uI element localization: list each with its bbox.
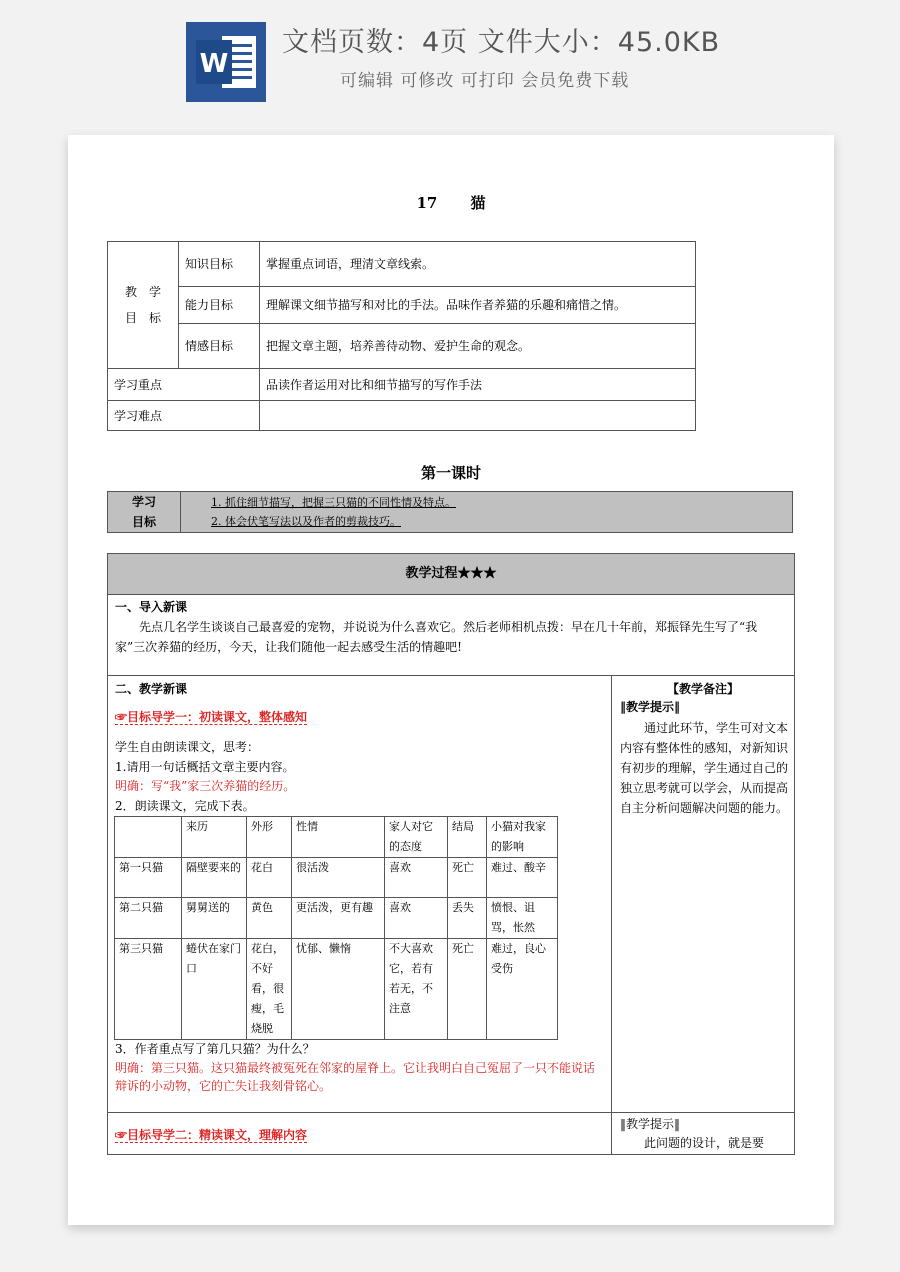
- goal-guide-1: ☞目标导学一：初读课文，整体感知: [115, 710, 308, 724]
- key-point-label: 学习重点: [108, 369, 260, 401]
- objectives-table: [107, 241, 696, 431]
- intro-text: 先点几名学生谈谈自己最喜爱的宠物，并说说为什么喜欢它。然后老师相机点拨：早在几十年前，郑振铎先生写了“我家”三次养猫的经历，今天，让我们随他一起去感受生活的情趣吧!: [115, 620, 758, 654]
- lesson-title: [68, 192, 834, 213]
- cat-table-header: 外形: [247, 817, 292, 858]
- objective-label: 知识目标: [179, 242, 260, 287]
- download-banner: [0, 0, 900, 118]
- objectives-group-label: 教 学 目 标: [108, 242, 179, 369]
- intro-heading: 一、导入新课: [115, 600, 188, 614]
- goal-guide-2: ☞目标导学二：精读课文，理解内容: [115, 1128, 308, 1142]
- question-2: 2．朗读课文，完成下表。: [115, 799, 255, 813]
- question-1: 1.请用一句话概括文章主要内容。: [115, 760, 295, 774]
- key-point-content: 品读作者运用对比和细节描写的写作手法: [260, 369, 696, 401]
- cat-table-header: 家人对它的态度: [385, 817, 448, 858]
- objective-content: 把握文章主题，培养善待动物、爱护生命的观念。: [260, 324, 696, 369]
- cat-table-cell: 舅舅送的: [182, 898, 247, 939]
- cat-table-cell: 难过，良心受伤: [487, 939, 558, 1040]
- cat-table-cell: 死亡: [448, 858, 487, 898]
- lesson-number: 17: [416, 194, 438, 212]
- cat-table-cell: 隔壁要来的: [182, 858, 247, 898]
- cat-table-cell: 难过、酸辛: [487, 858, 558, 898]
- teaching-notes: [612, 676, 794, 1112]
- file-info-title: 文档页数：4页 文件大小：45.0KB: [282, 27, 721, 58]
- cat-table-header: 小猫对我家的影响: [487, 817, 558, 858]
- instruction-text: 学生自由朗读课文，思考：: [115, 740, 260, 754]
- difficulty-label: 学习难点: [108, 401, 260, 431]
- new-lesson-section: [108, 676, 612, 1112]
- lesson-name: 猫: [470, 194, 486, 212]
- objective-label: 情感目标: [179, 324, 260, 369]
- cat-table-cell: 喜欢: [385, 898, 448, 939]
- cat-table-cell: 忧郁、懒惰: [292, 939, 385, 1040]
- tips-label-2: ‖教学提示‖: [620, 1117, 681, 1131]
- table-row: [115, 939, 558, 1040]
- new-lesson-heading: 二、教学新课: [115, 682, 188, 696]
- answer-3: 明确：第三只猫。这只猫最终被冤死在邻家的屋脊上。它让我明白自己冤屈了一只不能说话辩诉的小动物，它的亡失让我刻骨铭心。: [115, 1061, 596, 1093]
- cat-table-cell: 愤恨、诅骂，怅然: [487, 898, 558, 939]
- table-row: [115, 898, 558, 939]
- cat-comparison-table: [114, 816, 558, 1040]
- cat-table-cell: 更活泼，更有趣: [292, 898, 385, 939]
- difficulty-content: [260, 401, 696, 431]
- teaching-process-header: 教学过程★★★: [108, 554, 794, 595]
- word-icon-letter: W: [199, 49, 229, 79]
- cat-table-cell: 很活泼: [292, 858, 385, 898]
- study-goals-label: 学习 目标: [108, 492, 181, 533]
- cat-table-header: 性情: [292, 817, 385, 858]
- file-info-subtitle: 可编辑 可修改 可打印 会员免费下载: [340, 71, 630, 91]
- cat-table-cell: 死亡: [448, 939, 487, 1040]
- teaching-process-table: [107, 553, 795, 1155]
- cat-table-cell: 第二只猫: [115, 898, 182, 939]
- tips-text-2: 此问题的设计，就是要: [644, 1136, 765, 1150]
- cat-table-cell: 蜷伏在家门口: [182, 939, 247, 1040]
- cat-table-cell: 喜欢: [385, 858, 448, 898]
- table-row: [115, 858, 558, 898]
- study-goals-table: [107, 491, 793, 533]
- section-title: 第一课时: [420, 464, 481, 482]
- objective-label: 能力目标: [179, 287, 260, 324]
- tips-label: ‖教学提示‖: [620, 700, 681, 714]
- cat-table-header: [115, 817, 182, 858]
- cat-table-header: 来历: [182, 817, 247, 858]
- objective-content: 掌握重点词语，理清文章线索。: [260, 242, 696, 287]
- cat-table-cell: 花白，不好看，很瘦，毛烧脱: [247, 939, 292, 1040]
- answer-1: 明确：写“我”家三次养猫的经历。: [115, 779, 296, 793]
- cat-table-header: 结局: [448, 817, 487, 858]
- cat-table-cell: 第三只猫: [115, 939, 182, 1040]
- question-3: 3．作者重点写了第几只猫？为什么？: [115, 1042, 315, 1056]
- objective-content: 理解课文细节描写和对比的手法。品味作者养猫的乐趣和痛惜之情。: [260, 287, 696, 324]
- cat-table-cell: 花白: [247, 858, 292, 898]
- cat-table-cell: 不大喜欢它，若有若无，不注意: [385, 939, 448, 1040]
- teaching-notes-2: [612, 1113, 794, 1154]
- cat-table-cell: 丢失: [448, 898, 487, 939]
- cat-table-cell: 第一只猫: [115, 858, 182, 898]
- document-page: [68, 135, 834, 1225]
- intro-section: [108, 595, 794, 676]
- notes-title: 【教学备注】: [666, 682, 739, 696]
- goal-guide-2-section: [108, 1113, 612, 1154]
- word-document-icon: [186, 22, 266, 102]
- study-goals-content: 1. 抓住细节描写，把握三只猫的不同性情及特点。 2. 体会伏笔写法以及作者的剪裁技巧。: [181, 492, 793, 533]
- cat-table-cell: 黄色: [247, 898, 292, 939]
- tips-text: 通过此环节，学生可对文本内容有整体性的感知，对新知识有初步的理解，学生通过自己的独立思考就可以学会，从而提高自主分析问题解决问题的能力。: [620, 721, 789, 815]
